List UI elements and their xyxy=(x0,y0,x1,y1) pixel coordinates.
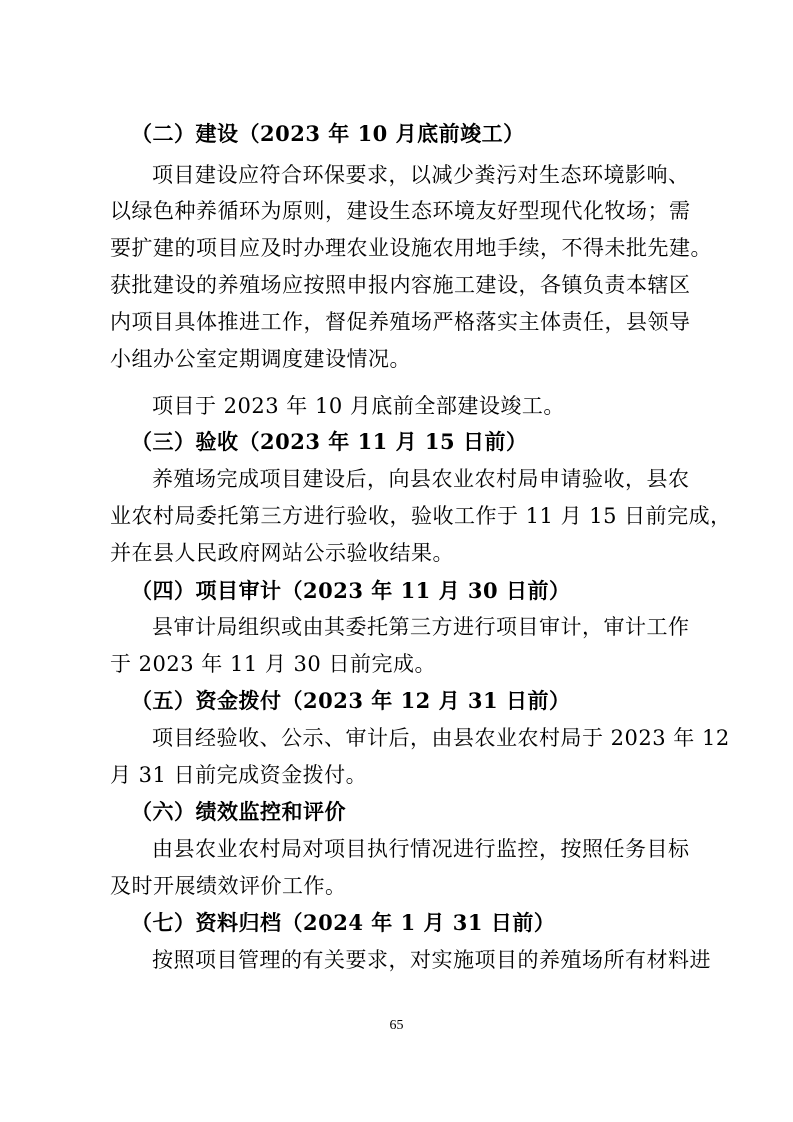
section-heading-audit: （四）项目审计（2023 年 11 月 30 日前） xyxy=(131,578,571,603)
paragraph-line: 项目建设应符合环保要求，以减少粪污对生态环境影响、 xyxy=(152,163,690,187)
paragraph-line: 业农村局委托第三方进行验收，验收工作于 11 月 15 日前完成， xyxy=(110,504,732,528)
section-heading-archiving: （七）资料归档（2024 年 1 月 31 日前） xyxy=(131,910,556,935)
paragraph-line: 项目经验收、公示、审计后，由县农业农村局于 2023 年 12 xyxy=(152,726,730,750)
page-number: 65 xyxy=(389,1018,404,1033)
paragraph-line: 及时开展绩效评价工作。 xyxy=(110,874,347,898)
paragraph-line: 于 2023 年 11 月 30 日前完成。 xyxy=(110,652,436,676)
paragraph-line: 月 31 日前完成资金拨付。 xyxy=(110,763,368,787)
section-heading-performance: （六）绩效监控和评价 xyxy=(131,799,346,824)
paragraph-line: 以绿色种养循环为原则，建设生态环境友好型现代化牧场；需 xyxy=(110,199,691,223)
section-heading-construction: （二）建设（2023 年 10 月底前竣工） xyxy=(131,121,525,146)
paragraph-line: 并在县人民政府网站公示验收结果。 xyxy=(110,541,454,565)
paragraph-line: 获批建设的养殖场应按照申报内容施工建设，各镇负责本辖区 xyxy=(110,273,691,297)
paragraph-line: 县审计局组织或由其委托第三方进行项目审计，审计工作 xyxy=(152,615,690,639)
paragraph-line: 小组办公室定期调度建设情况。 xyxy=(110,347,411,371)
section-heading-acceptance: （三）验收（2023 年 11 月 15 日前） xyxy=(131,429,528,454)
paragraph-line: 项目于 2023 年 10 月底前全部建设竣工。 xyxy=(152,394,565,418)
paragraph-line: 按照项目管理的有关要求，对实施项目的养殖场所有材料进 xyxy=(152,948,711,972)
section-heading-funding: （五）资金拨付（2023 年 12 月 31 日前） xyxy=(131,688,571,713)
paragraph-line: 内项目具体推进工作，督促养殖场严格落实主体责任，县领导 xyxy=(110,310,691,334)
paragraph-line: 要扩建的项目应及时办理农业设施农用地手续，不得未批先建。 xyxy=(110,236,712,260)
paragraph-line: 养殖场完成项目建设后，向县农业农村局申请验收，县农 xyxy=(152,467,690,491)
paragraph-line: 由县农业农村局对项目执行情况进行监控，按照任务目标 xyxy=(152,837,690,861)
